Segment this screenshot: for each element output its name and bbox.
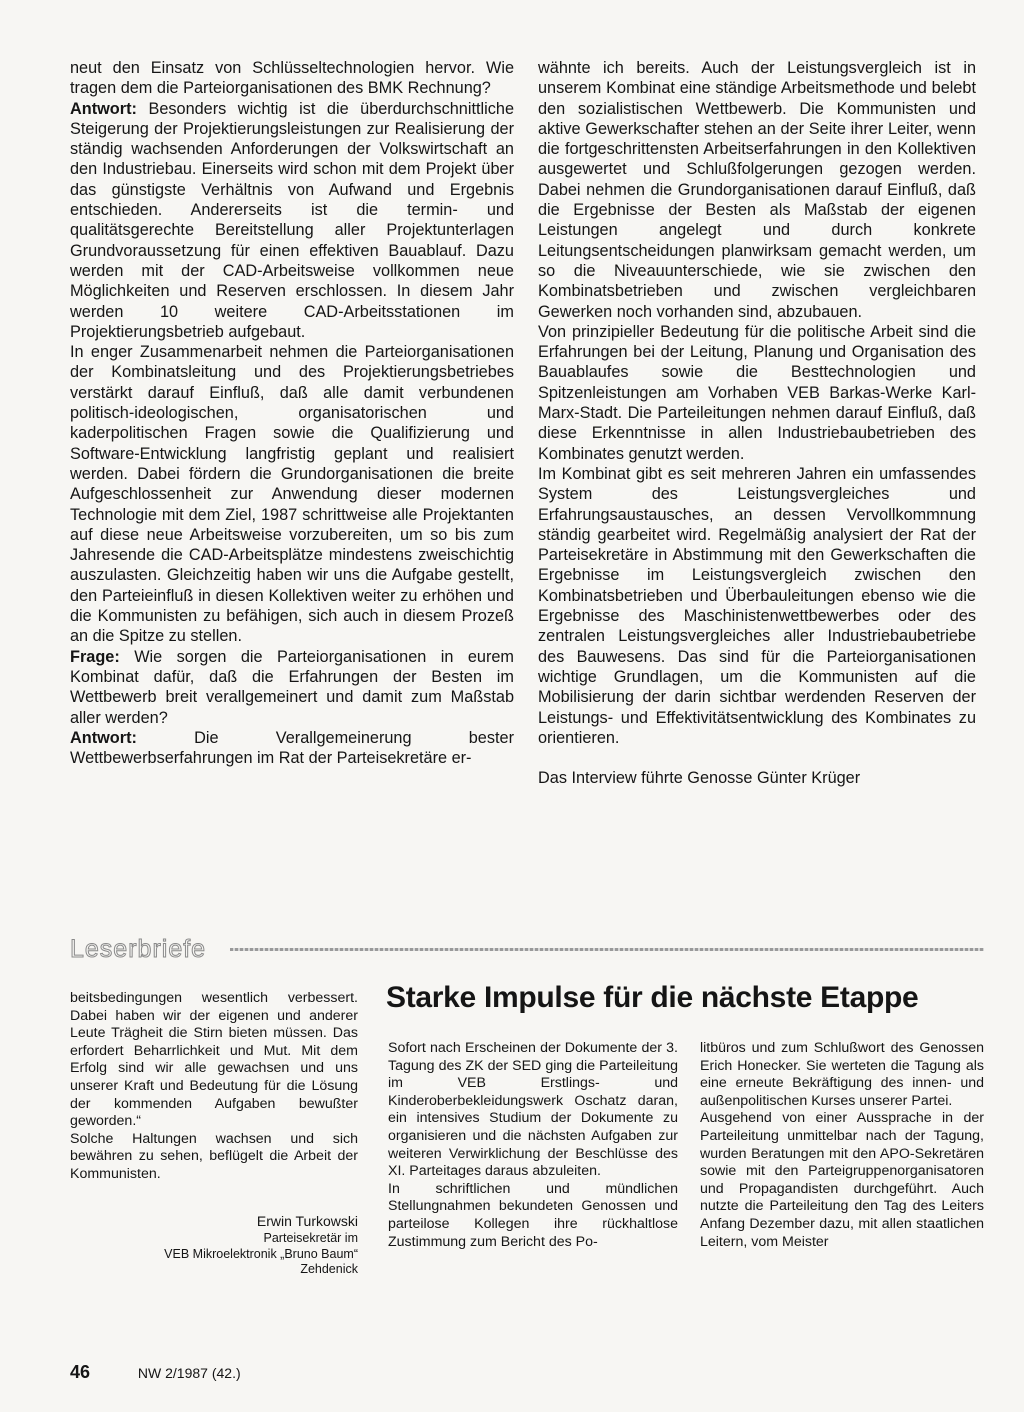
section-label: Leserbriefe [70,935,207,963]
letter-paragraph: beitsbedingungen wesentlich verbessert. Dabei haben wir der eigenen und anderer Leute Trägheit die Stirn bieten müssen. Das erfordert Beharrlichkeit und Mut. Mit dem Erfolg sind wir alle gewachsen und uns unserer Kraft und Bedeutung für die Lösung der kommenden Aufgaben bewußter geworden.“ [70,990,358,1130]
letter-column [70,990,358,1184]
page-number: 46 [70,1362,91,1382]
interview-paragraph: neut den Einsatz von Schlüsseltechnologien hervor. Wie tragen dem die Parteiorganisationen des BMK Rechnung? [70,59,514,98]
article-column-left [388,1040,678,1251]
section-divider [230,948,984,951]
issue-reference: NW 2/1987 (42.) [137,1365,241,1381]
section-header-leserbriefe [70,935,984,965]
interview-paragraph: Antwort: Die Verallgemeinerung bester Wettbewerbserfahrungen im Rat der Parteisekretäre er- [70,728,514,768]
interview-column-left [70,58,514,768]
interview-paragraph: Antwort: Besonders wichtig ist die überdurchschnittliche Steigerung der Projektierungsleistungen zur Realisierung der ständig wachsenden Anforderungen der Volkswirtschaft an den Industriebau. Einerseits wird schon mit dem Projekt über das günstigste Verhältnis von Aufwand und Ergebnis entschieden. Andererseits ist die termin- und qualitätsgerechte Bereitstellung aller Projektunterlagen Grundvoraussetzung für einen effektiven Bauablauf. Dazu werden mit der CAD-Arbeitsweise vollkommen neue Möglichkeiten und Reserven erschlossen. In diesem Jahr werden 10 weitere CAD-Arbeitsstationen im Projektierungsbetrieb aufgebaut. [70,99,514,341]
interviewer-credit: Das Interview führte Genosse Günter Krüger [538,769,861,788]
interview-paragraph: wähnte ich bereits. Auch der Leistungsvergleich ist in unserem Kombinat eine ständige Arbeitsmethode und belebt den sozialistischen Wettbewerb. Die Kommunisten und aktive Gewerkschafter stehen an der Seite ihrer Leiter, wenn die fortgeschrittensten Arbeitserfahrungen in den Kollektiven ausgewertet und Schlußfolgerungen gezogen werden. Dabei nehmen die Grundorganisationen darauf Einfluß, daß die Ergebnisse der Besten als Maßstab der eigenen Leistungen angelegt und durch konkrete Leitungsentscheidungen planwirksam gemacht werden, um so die Niveauunterschiede, wie sie zwischen den Kombinatsbetrieben und zwischen vergleichbaren Gewerken noch vorhanden sind, abzubauen. [538,59,976,321]
letter-signature [70,1212,358,1278]
article-paragraph: litbüros und zum Schlußwort des Genossen Erich Honecker. Sie werteten die Tagung als eine erneute Bekräftigung des innen- und außenpolitischen Kurses unserer Partei. [700,1040,984,1109]
article-column-right [700,1040,984,1251]
author-role: Parteisekretär im [263,1231,358,1245]
article-paragraph: In schriftlichen und mündlichen Stellungnahmen bekundeten Genossen und parteilose Kollegen ihre rückhaltlose Zustimmung zum Bericht des Po- [388,1180,678,1250]
interview-paragraph: Im Kombinat gibt es seit mehreren Jahren ein umfassendes System des Leistungsvergleiches und Erfahrungsaustausches, an dessen Vervollkommnung ständig gearbeitet wird. Regelmäßig analysiert der Rat der Parteisekretäre in Abstimmung mit den Gewerkschaften die Ergebnisse im Leistungsvergleich zwischen den Kombinatsbetrieben und Überbauleitungen ebenso wie die Ergebnisse des Maschinistenwettbewerbes oder des zentralen Leistungsvergleiches aller Industriebaubetriebe des Bauwesens. Das sind für die Parteiorganisationen wichtige Grundlagen, um die Kommunisten auf die Mobilisierung der darin sichtbar werdenden Reserven der Leistungs- und Effektivitätsentwicklung des Kombinates zu orientieren. [538,464,976,747]
interview-question: Frage: Wie sorgen die Parteiorganisationen in eurem Kombinat dafür, daß die Erfahrungen der Besten im Wettbewerb breit verallgemeinert und damit zum Maßstab aller werden? [70,647,514,727]
author-organization: VEB Mikroelektronik „Bruno Baum“ [164,1246,358,1261]
interview-paragraph: Von prinzipieller Bedeutung für die politische Arbeit sind die Erfahrungen bei der Leitung, Planung und Organisation des Bauablaufes sowie die Besttechnologien und Spitzenleistungen am Vorhaben VEB Barkas-Werke Karl-Marx-Stadt. Die Parteileitungen nehmen darauf Einfluß, daß diese Erkenntnisse in allen Industriebaubetrieben des Kombinates genutzt werden. [538,322,976,463]
interview-column-right [538,58,976,788]
article-paragraph: Sofort nach Erscheinen der Dokumente der 3. Tagung des ZK der SED ging die Parteileitung im VEB Erstlings- und Kinderoberbekleidungswerk Oschatz daran, ein intensives Studium der Dokumente zu organisieren und die nächsten Aufgaben zur weiteren Verwirklichung der Beschlüsse des XI. Parteitages daraus abzuleiten. [388,1040,678,1180]
page-footer [70,1362,241,1383]
interview-paragraph: In enger Zusammenarbeit nehmen die Parteiorganisationen der Kombinatsleitung und des Projektierungsbetriebes verstärkt darauf Einfluß, daß alle damit verbundenen politisch-ideologischen, organisatorischen und kaderpolitischen Fragen sowie die Qualifizierung und Software-Entwicklung langfristig geplant und realisiert werden. Dabei fördern die Grundorganisationen die breite Aufgeschlossenheit zur Anwendung dieser modernen Technologie mit dem Ziel, 1987 schrittweise alle Projektanten auf diese neue Arbeitsweise vorzubereiten, um so bis zum Jahresende die CAD-Arbeitsplätze mindestens zweischichtig auszulasten. Gleichzeitig haben wir uns die Aufgabe gestellt, den Parteieinfluß in diesen Kollektiven weiter zu erhöhen und die Kommunisten zu befähigen, sich auch in diesem Prozeß an die Spitze zu stellen. [70,343,514,646]
article-paragraph: Ausgehend von einer Aussprache in der Parteileitung unmittelbar nach der Tagung, wurden Beratungen mit den APO-Sekretären sowie mit den Parteigruppenorganisatoren und Propagandisten durchgeführt. Auch nutzte die Parteileitung den Tag des Leiters Anfang Dezember dazu, mit allen staatlichen Leitern, vom Meister [700,1110,984,1250]
author-name: Erwin Turkowski [256,1213,358,1229]
author-location: Zehdenick [300,1262,358,1276]
article-headline: Starke Impulse für die nächste Etappe [386,981,919,1014]
letter-paragraph: Solche Haltungen wachsen und sich bewähren zu sehen, beflügelt die Arbeit der Kommunisten. [70,1130,358,1182]
